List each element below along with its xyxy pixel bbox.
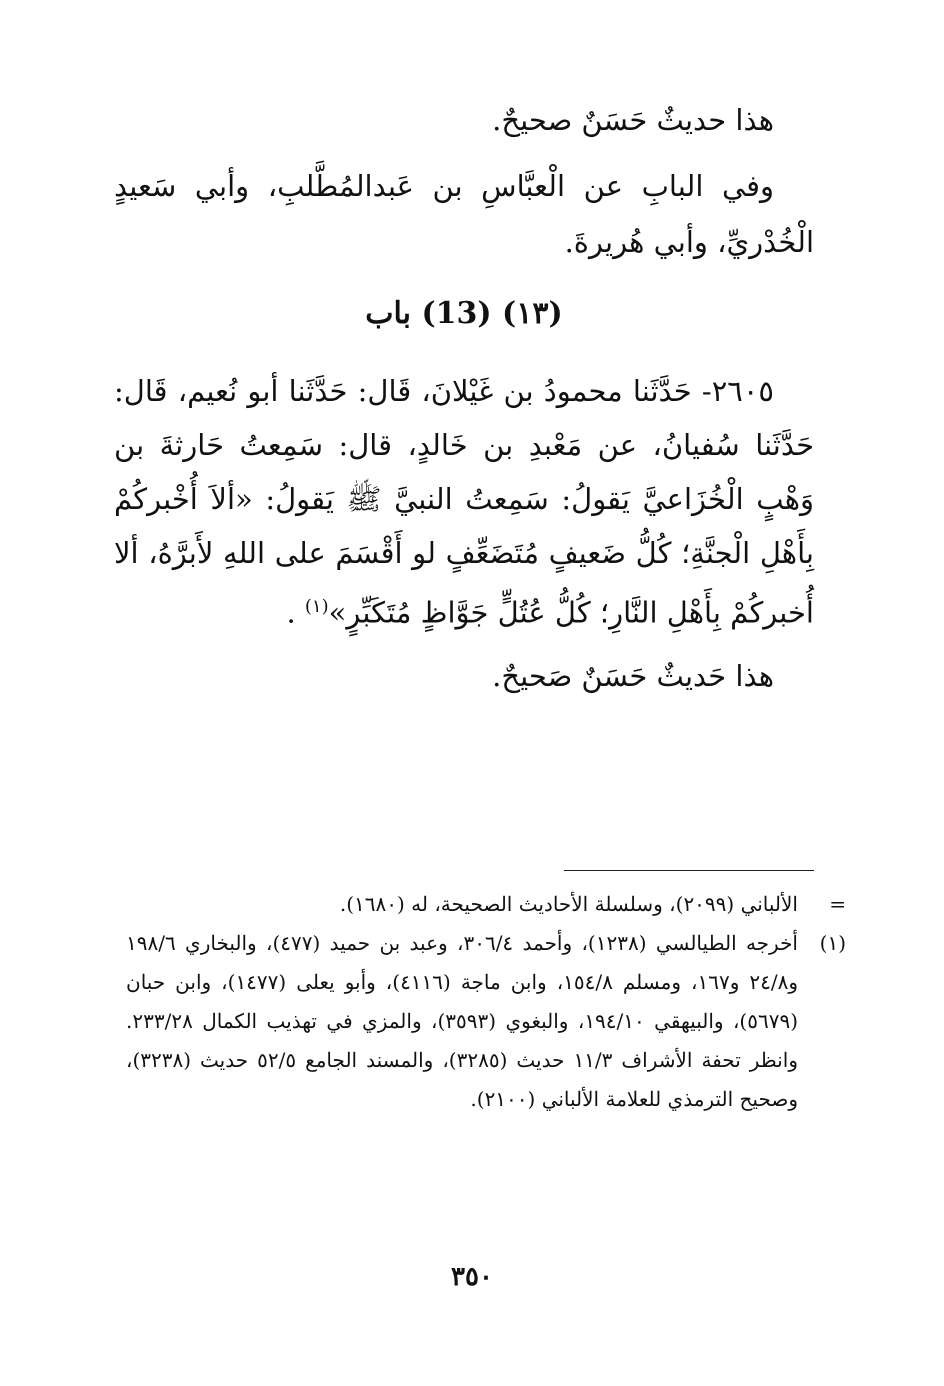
hadith-text: حَدَّثَنا محمودُ بن غَيْلانَ، قَال: حَدَّثَنا أبو نُعيم، قَال: حَدَّثَنا سُفيانُ، عن مَعْبدِ بن خَالدٍ، قال: سَمِعتُ حَارثةَ بن وَهْبٍ الْخُزَاعيَّ يَقولُ: سَمِعتُ النبيَّ ﷺ يَقولُ: «ألاَ أُخْبركُمْ بِأَهْلِ الْجنَّةِ؛ كُلُّ ضَعيفٍ مُتَضَعِّفٍ لو أَقْسَمَ على اللهِ لأَبرَّهُ، ألا أُخبركُمْ بِأَهْلِ النَّارِ؛ كُلُّ عُتُلٍّ جَوَّاظٍ مُتَكَبِّرٍ» [114, 374, 814, 630]
footnote-reference[interactable]: (١) [304, 596, 329, 617]
footnote-marker: (١) [819, 931, 846, 955]
footnote-marker: = [829, 892, 846, 916]
hadith-number: ٢٦٠٥- [701, 374, 774, 408]
footnote-continuation [126, 885, 846, 924]
footnote-text: الألباني (٢٠٩٩)، وسلسلة الأحاديث الصحيحة، له (١٦٨٠). [339, 892, 798, 916]
hadith-verdict: هذا حديثٌ حَسَنٌ صحيحٌ. [492, 103, 774, 137]
page-number: ٣٥٠ [451, 1262, 493, 1292]
main-text [114, 92, 814, 704]
footnote-divider [564, 870, 814, 871]
footnote-1 [126, 924, 846, 1119]
hadith-verdict-2: هذا حَديثٌ حَسَنٌ صَحيحٌ. [492, 658, 774, 693]
chapter-heading: (١٣) (13) باب [365, 296, 563, 331]
hadith-paragraph [114, 364, 814, 640]
bab-paragraph: وفي البابِ عن الْعبَّاسِ بن عَبدالمُطَّلبِ، وأبي سَعيدٍ الْخُدْريِّ، وأبي هُريرةَ. [114, 169, 814, 259]
hadith-end-mark: . [286, 595, 296, 630]
footnote-text: أخرجه الطيالسي (١٢٣٨)، وأحمد ٣٠٦/٤، وعبد بن حميد (٤٧٧)، والبخاري ١٩٨/٦ و٢٤/٨ و١٦٧، ومسلم ١٥٤/٨، وابن ماجة (٤١١٦)، وأبو يعلى (١٤٧٧)، وابن حبان (٥٦٧٩)، والبيهقي ١٩٤/١٠، والبغوي (٣٥٩٣)، والمزي في تهذيب الكمال ٢٣٣/٢٨. وانظر تحفة الأشراف ١١/٣ حديث (٣٢٨٥)، والمسند الجامع ٥٢/٥ حديث (٣٢٣٨)، وصحيح الترمذي للعلامة الألباني (٢١٠٠). [126, 931, 799, 1111]
footnotes [126, 885, 846, 1119]
